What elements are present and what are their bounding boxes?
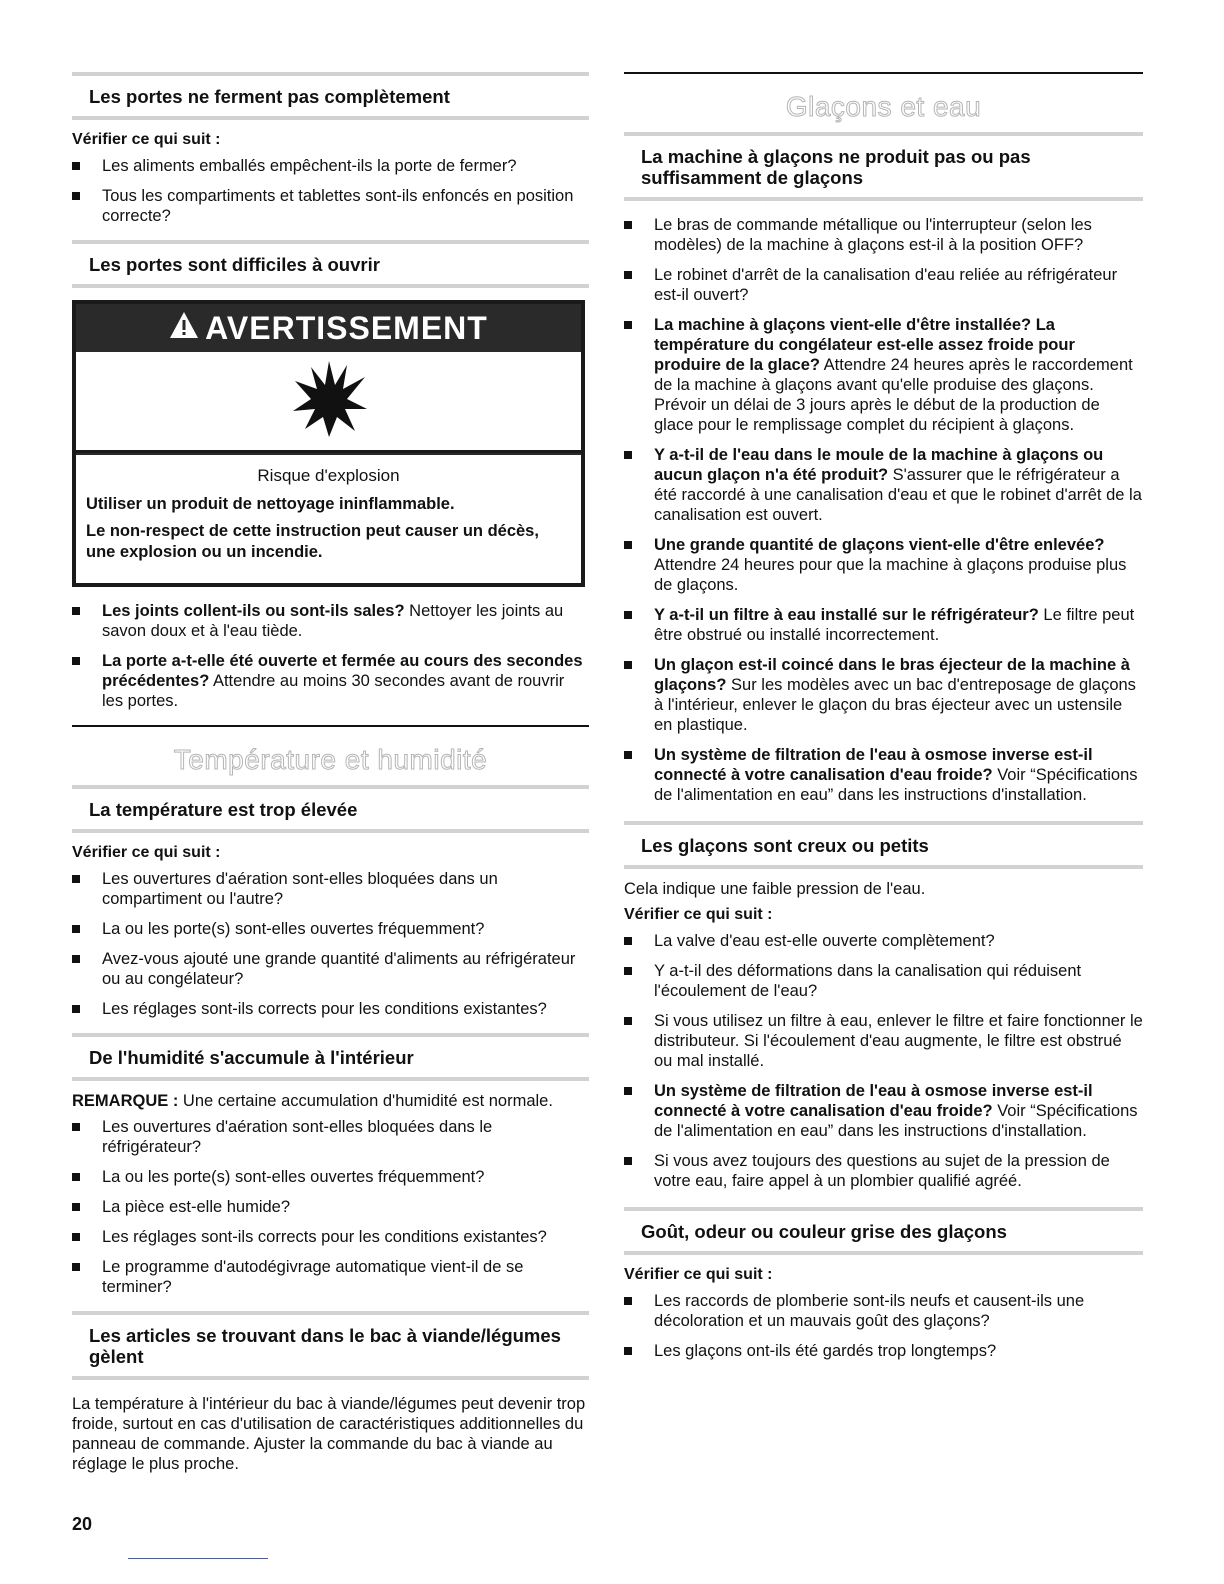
doors-hard-open-list: [72, 601, 589, 711]
list-item: Avez-vous ajouté une grande quantité d'aliments au réfrigérateur ou au congélateur?: [72, 949, 589, 989]
warning-box: [72, 300, 585, 587]
footer-divider: [128, 1558, 268, 1559]
list-item: La machine à glaçons vient-elle d'être installée? La température du congélateur est-elle assez froide pour produire de la glace? Attendre 24 heures après le raccordement de la machine à glaçons avant qu'elle produise des glaçons. Prévoir un délai de 3 jours après le début de la production de glace pour le remplissage complet du récipient à glaçons.: [624, 315, 1143, 435]
list-item: La porte a-t-elle été ouverte et fermée au cours des secondes précédentes? Attendre au moins 30 secondes avant de rouvrir les portes.: [72, 651, 589, 711]
list-item: Les réglages sont-ils corrects pour les conditions existantes?: [72, 999, 589, 1019]
list-item: Les ouvertures d'aération sont-elles bloquées dans le réfrigérateur?: [72, 1117, 589, 1157]
list-item: Un système de filtration de l'eau à osmose inverse est-il connecté à votre canalisation d'eau froide? Voir “Spécifications de l'alimentation en eau” dans les instructions d'installation.: [624, 745, 1143, 805]
warning-line-2: Le non-respect de cette instruction peut causer un décès, une explosion ou un incendie.: [86, 522, 539, 561]
section-ice-water: [624, 72, 1143, 132]
list-item: Un système de filtration de l'eau à osmose inverse est-il connecté à votre canalisation d'eau froide? Voir “Spécifications de l'alimentation en eau” dans les instructions d'installation.: [624, 1081, 1143, 1141]
heading-ice-maker: La machine à glaçons ne produit pas ou pas suffisamment de glaçons: [624, 132, 1143, 201]
heading-doors-not-close: Les portes ne ferment pas complètement: [72, 72, 589, 120]
section-temp-humidity: [72, 725, 589, 785]
list-item: Le robinet d'arrêt de la canalisation d'eau reliée au réfrigérateur est-il ouvert?: [624, 265, 1143, 305]
hollow-list: [624, 931, 1143, 1191]
heading-crisper: Les articles se trouvant dans le bac à viande/légumes gèlent: [72, 1311, 589, 1380]
crisper-text: La température à l'intérieur du bac à viande/légumes peut devenir trop froide, surtout en cas d'utilisation de caractéristiques additionnelles du panneau de commande. Ajuster la commande du bac à viande au réglage le plus proche.: [72, 1395, 586, 1473]
check-label: Vérifier ce qui suit :: [72, 131, 221, 148]
heading-doors-hard-open: Les portes sont difficiles à ouvrir: [72, 240, 589, 288]
humidity-note: REMARQUE : Une certaine accumulation d'humidité est normale.: [72, 1092, 553, 1110]
list-item: Le programme d'autodégivrage automatique vient-il de se terminer?: [72, 1257, 589, 1297]
list-item: Les joints collent-ils ou sont-ils sales? Nettoyer les joints au savon doux et à l'eau tiède.: [72, 601, 589, 641]
list-item: Le bras de commande métallique ou l'interrupteur (selon les modèles) de la machine à glaçons est-il à la position OFF?: [624, 215, 1143, 255]
page-number: 20: [72, 1514, 93, 1534]
list-item: Les ouvertures d'aération sont-elles bloquées dans un compartiment ou l'autre?: [72, 869, 589, 909]
warning-title: AVERTISSEMENT: [205, 309, 488, 346]
list-item: La ou les porte(s) sont-elles ouvertes fréquemment?: [72, 919, 589, 939]
right-column: [624, 72, 1143, 1371]
list-item: La pièce est-elle humide?: [72, 1197, 589, 1217]
list-item: Un glaçon est-il coincé dans le bras éjecteur de la machine à glaçons? Sur les modèles avec un bac d'entreposage de glaçons à l'intérieur, enlever le glaçon du bras éjecteur avec un ustensile en plastique.: [624, 655, 1143, 735]
check-label: Vérifier ce qui suit :: [624, 1266, 773, 1283]
list-item: La ou les porte(s) sont-elles ouvertes fréquemment?: [72, 1167, 589, 1187]
list-item: La valve d'eau est-elle ouverte complètement?: [624, 931, 1143, 951]
list-item: Les raccords de plomberie sont-ils neufs et causent-ils une décoloration et un mauvais goût des glaçons?: [624, 1291, 1143, 1331]
list-item: Y a-t-il un filtre à eau installé sur le réfrigérateur? Le filtre peut être obstrué ou installé incorrectement.: [624, 605, 1143, 645]
explosion-icon-box: [76, 352, 581, 453]
list-item: Si vous avez toujours des questions au sujet de la pression de votre eau, faire appel à un plombier qualifié agréé.: [624, 1151, 1143, 1191]
taste-list: [624, 1291, 1143, 1361]
temp-high-list: [72, 869, 589, 1019]
list-item: Une grande quantité de glaçons vient-elle d'être enlevée? Attendre 24 heures pour que la machine à glaçons produise plus de glaçons.: [624, 535, 1143, 595]
list-item: Les glaçons ont-ils été gardés trop longtemps?: [624, 1341, 1143, 1361]
hollow-intro: Cela indique une faible pression de l'eau.: [624, 880, 926, 898]
heading-temp-high: La température est trop élevée: [72, 785, 589, 833]
list-item: Y a-t-il de l'eau dans le moule de la machine à glaçons ou aucun glaçon n'a été produit? S'assurer que le réfrigérateur a été raccordé à une canalisation d'eau et que le robinet d'arrêt de la canalisation est ouvert.: [624, 445, 1143, 525]
humidity-list: [72, 1117, 589, 1297]
list-item: Si vous utilisez un filtre à eau, enlever le filtre et faire fonctionner le distributeur. Si l'écoulement d'eau augmente, le filtre est obstrué ou mal installé.: [624, 1011, 1143, 1071]
warning-triangle-icon: [169, 310, 199, 347]
warning-header: [76, 304, 581, 352]
ice-maker-list: [624, 215, 1143, 805]
list-item: Les aliments emballés empêchent-ils la porte de fermer?: [72, 156, 589, 176]
list-item: Tous les compartiments et tablettes sont-ils enfoncés en position correcte?: [72, 186, 589, 226]
explosion-icon: [289, 359, 369, 444]
heading-humidity: De l'humidité s'accumule à l'intérieur: [72, 1033, 589, 1081]
heading-hollow-ice: Les glaçons sont creux ou petits: [624, 821, 1143, 869]
warning-line-1: Utiliser un produit de nettoyage ininflammable.: [86, 495, 455, 513]
left-column: [72, 72, 589, 1480]
section-title: Glaçons et eau: [785, 91, 982, 122]
warning-body: [76, 455, 581, 583]
doors-not-close-list: [72, 156, 589, 226]
heading-taste-odor: Goût, odeur ou couleur grise des glaçons: [624, 1207, 1143, 1255]
section-title: Température et humidité: [173, 744, 488, 775]
check-label: Vérifier ce qui suit :: [624, 906, 773, 923]
list-item: Les réglages sont-ils corrects pour les conditions existantes?: [72, 1227, 589, 1247]
check-label: Vérifier ce qui suit :: [72, 844, 221, 861]
warning-risk: Risque d'explosion: [257, 466, 400, 485]
list-item: Y a-t-il des déformations dans la canalisation qui réduisent l'écoulement de l'eau?: [624, 961, 1143, 1001]
